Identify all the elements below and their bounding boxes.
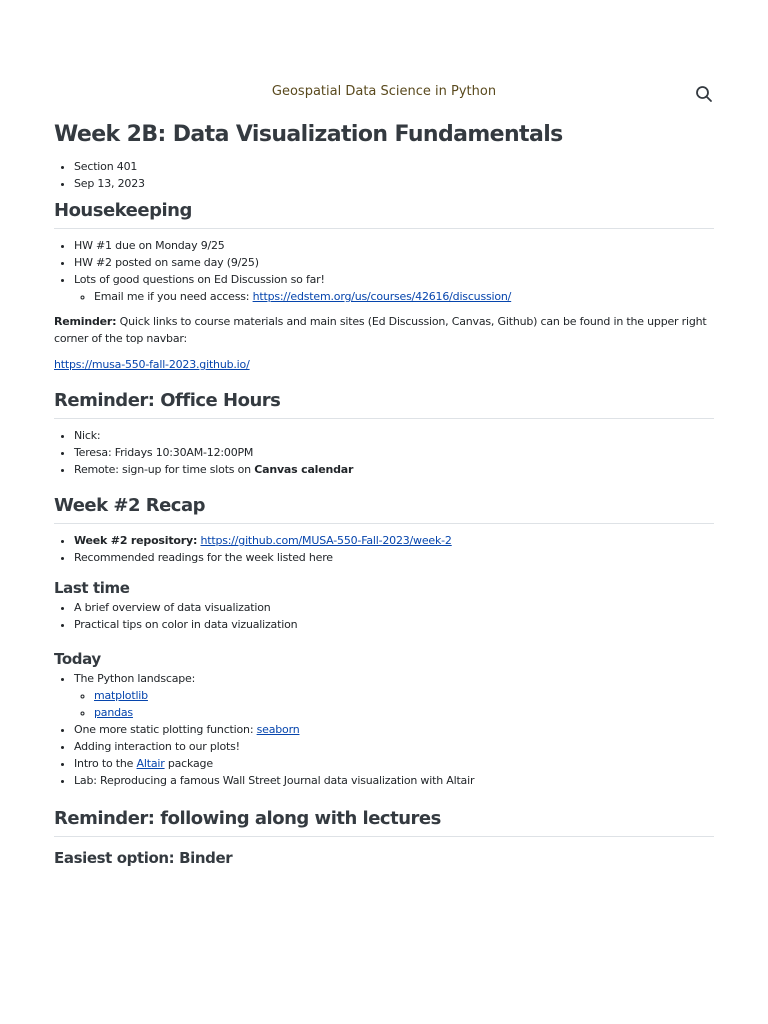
meta-date: • Sep 13, 2023 — [74, 175, 714, 192]
repo-link[interactable]: https://github.com/MUSA-550-Fall-2023/week-2 — [200, 534, 452, 547]
lectures-heading: Reminder: following along with lectures — [54, 806, 714, 837]
today-list — [54, 670, 714, 789]
pandas-link[interactable]: pandas — [94, 706, 133, 719]
binder-heading: Easiest option: Binder — [54, 849, 233, 867]
page-title: Week 2B: Data Visualization Fundamentals — [54, 122, 563, 147]
lectures-section — [54, 806, 714, 869]
recap-section — [54, 493, 714, 566]
list-item: • HW #2 posted on same day (9/25) — [74, 254, 714, 271]
list-item — [74, 271, 714, 305]
list-item — [94, 687, 714, 704]
housekeeping-heading: Housekeeping — [54, 198, 714, 229]
top-navbar — [0, 82, 768, 108]
intro-text: Intro to the — [74, 757, 137, 770]
office-hours-heading: Reminder: Office Hours — [54, 388, 714, 419]
canvas-calendar-label: Canvas calendar — [254, 463, 354, 476]
office-hours-list — [54, 427, 714, 478]
list-item — [94, 704, 714, 721]
search-icon — [695, 85, 713, 103]
list-item — [74, 755, 714, 772]
recap-list — [54, 532, 714, 566]
meta-section: • Section 401 — [74, 158, 714, 175]
list-item — [74, 461, 714, 478]
ed-discussion-link[interactable]: https://edstem.org/us/courses/42616/discussion/ — [252, 290, 512, 303]
intro-suffix: package — [164, 757, 213, 770]
list-item — [74, 721, 714, 738]
recap-heading: Week #2 Recap — [54, 493, 714, 524]
last-time-list — [54, 599, 714, 633]
sub-list — [74, 288, 714, 305]
title-block — [54, 118, 714, 192]
today-heading: Today — [54, 650, 101, 668]
static-text: One more static plotting function: — [74, 723, 257, 736]
last-time-heading: Last time — [54, 579, 130, 597]
altair-link[interactable]: Altair — [136, 757, 165, 770]
list-item: • HW #1 due on Monday 9/25 — [74, 237, 714, 254]
list-item-text: Lots of good questions on Ed Discussion so far! — [74, 273, 325, 286]
reminder-text: Quick links to course materials and main sites (Ed Discussion, Canvas, Github) can be found in the upper right corner of the top navbar: — [54, 315, 707, 345]
seaborn-link[interactable]: seaborn — [256, 723, 300, 736]
last-time-section — [54, 577, 714, 633]
list-item: • Nick: — [74, 427, 714, 444]
site-title-link[interactable]: Geospatial Data Science in Python — [271, 84, 497, 99]
housekeeping-list — [54, 237, 714, 305]
list-item: • Practical tips on color in data vizualization — [74, 616, 714, 633]
housekeeping-section — [54, 198, 714, 373]
list-item: • Recommended readings for the week listed here — [74, 549, 714, 566]
landscape-text: The Python landscape: — [74, 672, 196, 685]
reminder-paragraph — [54, 313, 714, 347]
list-item: • Lab: Reproducing a famous Wall Street Journal data visualization with Altair — [74, 772, 714, 789]
list-item: • Teresa: Fridays 10:30AM-12:00PM — [74, 444, 714, 461]
matplotlib-link[interactable]: matplotlib — [94, 689, 148, 702]
search-button[interactable] — [694, 85, 714, 105]
page-meta-list — [54, 158, 714, 192]
list-item: • A brief overview of data visualization — [74, 599, 714, 616]
today-section — [54, 648, 714, 789]
list-item — [74, 532, 714, 549]
list-item — [74, 670, 714, 721]
reminder-label: Reminder: — [54, 315, 117, 328]
office-hours-section — [54, 388, 714, 478]
list-item — [94, 288, 714, 305]
access-text: Email me if you need access: — [94, 290, 253, 303]
site-link-paragraph — [54, 356, 714, 373]
remote-text: Remote: sign-up for time slots on — [74, 463, 255, 476]
course-site-link[interactable]: https://musa-550-fall-2023.github.io/ — [54, 358, 250, 371]
list-item: • Adding interaction to our plots! — [74, 738, 714, 755]
sub-list — [74, 687, 714, 721]
repo-label: Week #2 repository: — [74, 534, 198, 547]
